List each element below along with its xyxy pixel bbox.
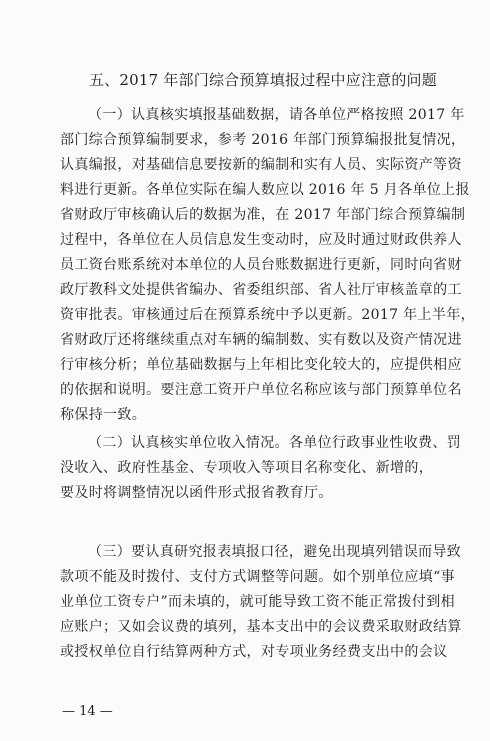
paragraph-line: 款项不能及时拨付、支付方式调整等问题。如个别单位应填“事	[60, 569, 455, 585]
paragraph-line: 省财政厅还将继续重点对车辆的编制数、实有数以及资产情况进	[60, 332, 462, 348]
paragraph-line: 省财政厅审核确认后的数据为准，在 2017 年部门综合预算编制	[60, 207, 466, 223]
paragraph-3	[60, 540, 470, 665]
paragraph-line: 没收入、政府性基金、专项收入等项目名称变化、新增的，	[60, 460, 434, 476]
paragraph-line: （一）认真核实填报基础数据，请各单位严格按照 2017 年	[88, 107, 465, 123]
paragraph-line: 或授权单位自行结算两种方式，对专项业务经费支出中的会议	[60, 644, 448, 660]
paragraph-line: 料进行更新。各单位实际在编人数应以 2016 年 5 月各单位上报	[60, 182, 470, 198]
page-number: — 14 —	[62, 704, 113, 719]
paragraph-line: 过程中，各单位在人员信息发生变动时，应及时通过财政供养人	[60, 232, 462, 248]
paragraph-line: 要及时将调整情况以函件形式报省教育厅。	[60, 485, 333, 501]
paragraph-line: 政厅教科文处提供省编办、省委组织部、省人社厅审核盖章的工	[60, 282, 462, 298]
paragraph-line: 称保持一致。	[60, 407, 147, 423]
paragraph-line: 员工资台账系统对本单位的人员台账数据进行更新，同时向省财	[60, 257, 462, 273]
paragraph-line: 应账户；又如会议费的填列，基本支出中的会议费采取财政结算	[60, 619, 462, 635]
paragraph-line: （二）认真核实单位收入情况。各单位行政事业性收费、罚	[88, 435, 462, 451]
paragraph-line: 的依据和说明。要注意工资开户单位名称应该与部门预算单位名	[60, 382, 462, 398]
paragraph-1	[60, 103, 475, 428]
paragraph-line: 部门综合预算编制要求，参考 2016 年部门预算编报批复情况，	[60, 132, 466, 148]
section-title: 五、2017 年部门综合预算填报过程中应注意的问题	[89, 71, 437, 89]
paragraph-2	[60, 431, 470, 506]
paragraph-line: 业单位工资专户”而未填的，就可能导致工资不能正常拨付到相	[60, 594, 455, 610]
paragraph-line: （三）要认真研究报表填报口径，避免出现填列错误而导致	[88, 544, 462, 560]
paragraph-line: 行审核分析；单位基础数据与上年相比变化较大的，应提供相应	[60, 357, 462, 373]
paragraph-line: 资审批表。审核通过后在预算系统中予以更新。2017 年上半年，	[60, 307, 475, 323]
paragraph-line: 认真编报，对基础信息要按新的编制和实有人员、实际资产等资	[60, 157, 462, 173]
